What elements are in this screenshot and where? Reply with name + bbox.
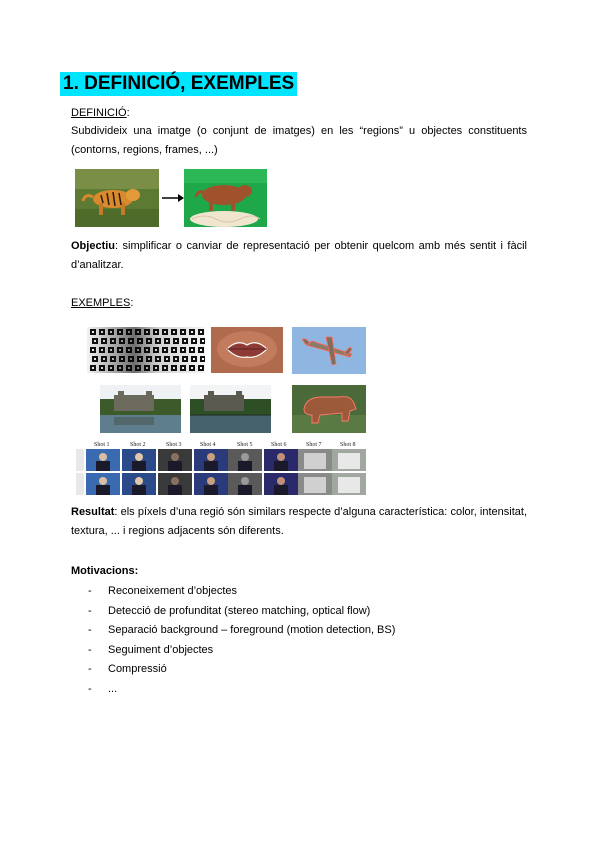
objectiu-paragraph [71,237,527,275]
bear-example-image [292,385,366,433]
right-arrow-icon [162,193,184,203]
exemples-colon: : [130,297,134,309]
shot-label: Shot 3 [166,442,182,448]
objectiu-text: : simplificar o canviar de representació per obtenir quelcom amb més sentit i fàcil d’analitzar. [71,240,527,271]
motivacions-title-text: Motivacions [71,565,135,577]
definicio-text: Subdivideix una imatge (o conjunt de imatges) en les “regions” u objectes constituents (contorns, regions, frames, ...) [71,125,527,156]
shot-label: Shot 6 [271,442,287,448]
shot-label: Shot 8 [340,442,356,448]
resultat-label: Resultat [71,506,115,518]
definicio-label [71,107,130,119]
video-shots-image [76,449,368,496]
exemples-label [71,297,133,309]
motivacions-list [88,582,395,699]
list-item: - Seguiment d’objectes [88,641,395,661]
castle-example-image [100,385,181,433]
tiger-segmented-image [184,169,267,227]
shot-label: Shot 4 [200,442,216,448]
section-title: 1. DEFINICIÓ, EXEMPLES [60,72,297,96]
exemples-label-text: EXEMPLES [71,297,131,309]
list-item: - Reconeixement d’objectes [88,582,395,602]
airplane-example-image [292,327,366,374]
list-item: - Detecció de profunditat (stereo matching, optical flow) [88,602,395,622]
list-item: - Separació background – foreground (motion detection, BS) [88,621,395,641]
objectiu-label: Objectiu [71,240,116,252]
definicio-colon: : [126,107,130,119]
resultat-paragraph [71,503,527,541]
shot-label: Shot 2 [130,442,146,448]
shot-label: Shot 7 [306,442,322,448]
list-item: - Compressió [88,660,395,680]
tiger-original-image [75,169,159,227]
checkerboard-example-image [87,327,205,373]
castle-segmented-image [190,385,271,433]
motivacions-title [71,565,138,577]
definicio-label-text: DEFINICIÓ [71,107,127,119]
lips-example-image [211,327,283,373]
shot-label: Shot 1 [94,442,110,448]
motivacions-colon: : [134,565,139,577]
shot-label: Shot 5 [237,442,253,448]
resultat-text: : els píxels d’una regió són similars respecte d’alguna característica: color, intensitat, textura, ... i regions adjacents són diferents. [71,506,527,537]
list-item: - ... [88,680,395,700]
